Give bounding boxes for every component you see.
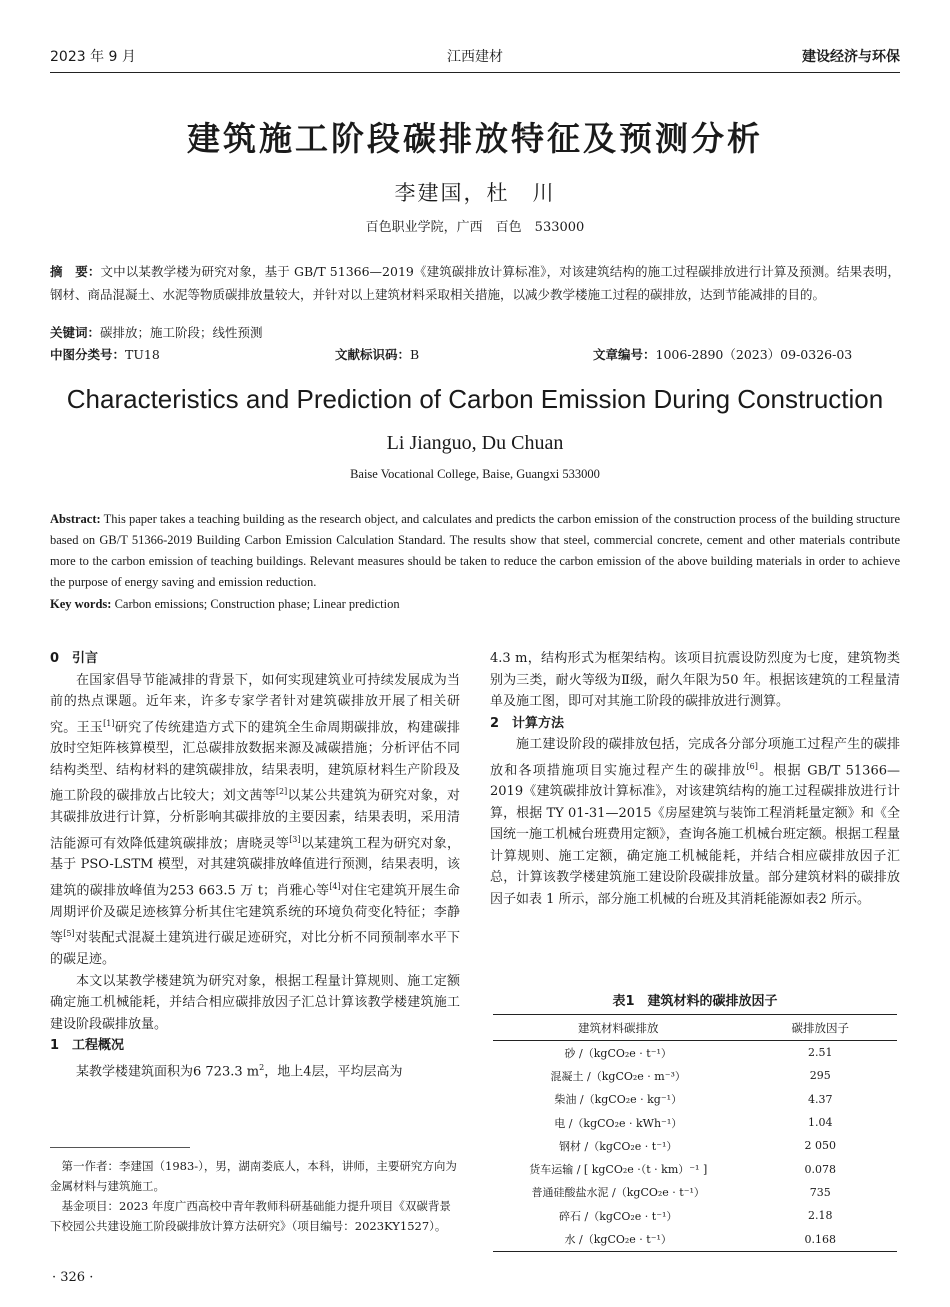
paper-authors-en: Li Jianguo, Du Chuan: [386, 432, 564, 454]
overview-paragraph: 某教学楼建筑面积为6 723.3 $m^2$，地上4层，平均层高为: [76, 1062, 403, 1079]
table-cell-factor: 2.18: [807, 1209, 833, 1223]
abstract-en-label: Abstract:: [50, 512, 101, 526]
footnote-author: 第一作者：李建国（1983-），男，湖南娄底人，本科，讲师，主要研究方向为金属材料与建筑施工。: [50, 1159, 457, 1193]
table1-header-material: 建筑材料碳排放: [493, 1015, 743, 1041]
table1-header-row: [493, 1015, 897, 1041]
doc-code-label: 文献标识码：: [335, 347, 411, 362]
table-cell-material: 柴油 /（kgCO₂e · kg⁻¹）: [554, 1093, 683, 1107]
keywords-en-text: Carbon emissions; Construction phase; Linear prediction: [114, 597, 400, 611]
citation-4[interactable]: [4]: [329, 881, 341, 891]
table-row: [493, 1134, 897, 1157]
doc-code-value: B: [410, 347, 420, 362]
left-column: [50, 648, 460, 1082]
table-row: [493, 1227, 897, 1251]
table-row: [493, 1088, 897, 1111]
header-rule: [50, 72, 900, 73]
table-row: [493, 1111, 897, 1134]
article-number-label: 文章编号：: [593, 347, 656, 362]
table1: [493, 1014, 897, 1252]
clc-value: TU18: [125, 347, 160, 362]
table-cell-factor: 0.078: [804, 1162, 836, 1176]
table-row: [493, 1181, 897, 1204]
citation-3[interactable]: [3]: [289, 834, 301, 844]
table-cell-material: 砂 /（kgCO₂e · t⁻¹）: [564, 1046, 672, 1060]
table-cell-material: 货车运输 / [ kgCO₂e ·（t · km）⁻¹ ]: [529, 1163, 708, 1177]
footnote-rule: [50, 1147, 190, 1148]
right-column: [490, 648, 900, 910]
section-heading-method: 2 计算方法: [490, 715, 565, 731]
journal-name: 江西建材: [447, 49, 503, 65]
citation-5[interactable]: [5]: [63, 929, 75, 939]
footnote: [50, 1156, 460, 1236]
table-cell-factor: 2.51: [807, 1046, 833, 1060]
table-cell-material: 普通硅酸盐水泥 /（kgCO₂e · t⁻¹）: [531, 1186, 705, 1200]
section-heading-intro: 0 引言: [50, 651, 99, 666]
table1-header-factor: 碳排放因子: [743, 1015, 897, 1041]
paper-affiliation: 百色职业学院，广西 百色 533000: [365, 220, 585, 235]
table-row: [493, 1204, 897, 1227]
intro-paragraph-2: 本文以某教学楼建筑为研究对象，根据工程量计算规则、施工定额确定施工机械能耗，并结合相应碳排放因子汇总计算该教学楼建筑施工建设阶段碳排放量。: [50, 973, 460, 1032]
table-cell-factor: 2 050: [804, 1139, 836, 1153]
abstract-cn-label: 摘 要：: [50, 264, 101, 279]
abstract-cn: [50, 260, 900, 306]
table-cell-factor: 735: [809, 1185, 831, 1199]
keywords-en: [50, 594, 900, 615]
footnote-fund: 基金项目：2023 年度广西高校中青年教师科研基础能力提升项目《双碳背景下校园公共建设施工阶段碳排放计算方法研究》（项目编号：2023KY1527）。: [50, 1199, 451, 1233]
keywords-cn-label: 关键词：: [50, 325, 101, 340]
paper-authors: 李建国，杜 川: [394, 181, 556, 205]
abstract-en-text: This paper takes a teaching building as the research object, and calculates and predicts the carbon emission of the construction process of the building structure based on GB/T 51366-2019 Building Carbon Emission Calculation Standard. The results show that steel, commercial concrete, cement and other materials contribute more to the carbon emission of teaching buildings. Relevant measures should be taken to reduce the carbon emission of the above building materials in order to achieve the purpose of energy saving and emission reduction.: [50, 512, 900, 589]
journal-date: 2023 年 9 月: [50, 49, 136, 65]
journal-section: 建设经济与环保: [802, 49, 900, 65]
table-cell-material: 钢材 /（kgCO₂e · t⁻¹）: [559, 1139, 678, 1153]
paper-title-en: Characteristics and Prediction of Carbon Emission During Construction: [66, 384, 884, 414]
intro-paragraph-1: 在国家倡导节能减排的背景下，如何实现建筑业可持续发展成为当前的热点课题。近年来，许多专家学者针对建筑碳排放开展了相关研究。王玉[1]研究了传统建造方式下的建筑全生命周期碳排放，构建碳排放时空矩阵核算模型，汇总碳排放数据来源及减碳措施；分析评估不同结构类型、结构材料的建筑碳排放，结果表明，建筑原材料生产阶段及施工阶段的碳排放占比较大；刘文茜等[2]以某公共建筑为研究对象，对其碳排放进行计算，分析影响其碳排放的主要因素，结果表明，采用清洁能源可有效降低建筑碳排放；唐晓灵等[3]以某建筑工程为研究对象，基于 PSO-LSTM 模型，对其建筑碳排放峰值进行预测，结果表明，该建筑的碳排放峰值为253 663.5 万 t；肖雅心等[4]对住宅建筑开展生命周期评价及碳足迹核算分析其住宅建筑系统的环境负荷变化特征；李静等[5]对装配式混凝土建筑进行碳足迹研究，对比分析不同预制率水平下的碳足迹。: [50, 672, 460, 968]
abstract-cn-text: 文中以某教学楼为研究对象，基于 GB/T 51366—2019《建筑碳排放计算标准》，对该建筑结构的施工过程碳排放进行计算及预测。结果表明，钢材、商品混凝土、水泥等物质碳排放量较大，并针对以上建筑材料采取相关措施，以减少教学楼施工过程的碳排放，达到节能减排的目的。: [50, 264, 900, 302]
clc-number: [50, 343, 160, 366]
table-row: [493, 1064, 897, 1087]
article-number: [593, 343, 852, 366]
section-heading-overview: 1 工程概况: [50, 1038, 125, 1054]
keywords-en-label: Key words:: [50, 597, 112, 611]
citation-1[interactable]: [1]: [103, 718, 115, 728]
table1-wrapper: [493, 1014, 897, 1252]
table-cell-material: 混凝土 /（kgCO₂e · m⁻³）: [550, 1069, 686, 1083]
table-cell-material: 碎石 /（kgCO₂e · t⁻¹）: [559, 1209, 678, 1223]
table-cell-factor: 0.168: [743, 1227, 897, 1251]
table-row: [493, 1041, 897, 1065]
table-cell-material: 电 /（kgCO₂e · kWh⁻¹）: [554, 1116, 683, 1130]
doc-code: [335, 343, 419, 366]
keywords-cn-text: 碳排放；施工阶段；线性预测: [100, 325, 263, 340]
citation-2[interactable]: [2]: [275, 787, 288, 797]
table-cell-factor: 4.37: [807, 1092, 833, 1106]
page-number: · 326 ·: [52, 1270, 94, 1285]
paper-affiliation-en: Baise Vocational College, Baise, Guangxi 533000: [350, 467, 600, 481]
table-cell-factor: 1.04: [807, 1116, 833, 1130]
table-cell-material: 水 /（kgCO₂e · t⁻¹）: [493, 1227, 743, 1251]
abstract-en: [50, 509, 900, 593]
citation-6[interactable]: [6]: [746, 761, 758, 771]
paper-title: 建筑施工阶段碳排放特征及预测分析: [187, 119, 763, 158]
table-row: [493, 1157, 897, 1180]
article-number-value: 1006-2890（2023）09-0326-03: [655, 347, 853, 362]
method-paragraph: 施工建设阶段的碳排放包括，完成各分部分项施工过程产生的碳排放和各项措施项目实施过程产生的碳排放[6]。根据 GB/T 51366—2019《建筑碳排放计算标准》，对该建筑结构的施工过程碳排放进行计算，根据 TY 01-31—2015《房屋建筑与装饰工程消耗量定额》和《全国统一施工机械台班费用定额》，查询各施工机械台班定额。根据工程量计算规则、施工定额，确定施工机械能耗，并结合相应碳排放因子汇总，计算该教学楼建筑施工建设阶段碳排放量。部分建筑材料的碳排放因子如表 1 所示，部分施工机械的台班及其消耗能源如表2 所示。: [490, 737, 900, 907]
overview-paragraph-cont: 4.3 m，结构形式为框架结构。该项目抗震设防烈度为七度，建筑物类别为三类，耐火等级为Ⅱ级，耐久年限为50 年。根据该建筑的工程量清单及施工图，即可对其施工阶段的碳排放进行测算。: [490, 651, 900, 709]
table-cell-factor: 295: [809, 1069, 831, 1083]
keywords-cn: [50, 321, 900, 344]
clc-label: 中图分类号：: [50, 347, 126, 362]
table1-caption: 表1 建筑材料的碳排放因子: [612, 994, 778, 1009]
